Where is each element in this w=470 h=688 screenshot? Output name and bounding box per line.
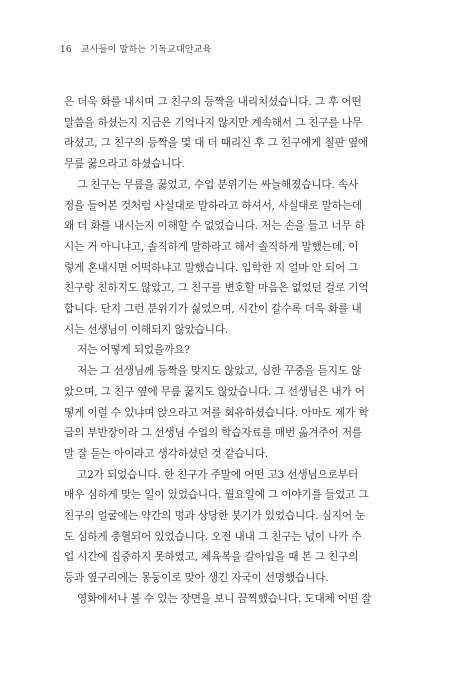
text-line: 고2가 되었습니다. 한 친구가 주말에 어떤 고3 선생님으로부터 xyxy=(77,468,358,481)
text-line: 렇게 혼내시면 어떡하냐고 말했습니다. 입학한 지 얼마 안 되어 그 xyxy=(64,261,359,274)
text-line: 왜 더 화를 내시는지 이해할 수 없었습니다. 저는 손을 들고 너무 하 xyxy=(64,220,365,233)
text-line: 합니다. 단지 그런 분위기가 싫었으며, 시간이 갈수록 더욱 화를 내 xyxy=(64,303,362,316)
body-text xyxy=(64,92,410,610)
text-line: 았으며, 그 친구 옆에 무릎 꿇지도 않았습니다. 그 선생님은 내가 어 xyxy=(64,385,365,398)
text-line: 시는 선생님이 이해되지 않았습니다. xyxy=(64,323,229,336)
text-line: 떻게 이럴 수 있냐며 앉으라고 저를 회유하셨습니다. 아마도 제가 학 xyxy=(64,406,369,419)
text-line: 무릎 꿇으라고 하셨습니다. xyxy=(64,158,185,171)
text-line: 은 더욱 화를 내시며 그 친구의 등짝을 내리치셨습니다. 그 후 어떤 xyxy=(64,96,362,108)
text-line: 매우 심하게 맞는 일이 있었습니다. 월요일에 그 이야기를 들었고 그 xyxy=(64,489,369,502)
text-line: 친구의 얼굴에는 약간의 멍과 상당한 붓기가 있었습니다. 심지어 눈 xyxy=(64,510,366,523)
text-line: 라셨고, 그 친구의 등짝을 몇 대 더 때리신 후 그 친구에게 칠판 옆에 xyxy=(64,137,368,150)
text-line: 저는 어떻게 되었을까요? xyxy=(77,344,190,357)
text-line: 급의 부반장이라 그 선생님 수업의 학습자료를 매번 옮겨주어 저를 xyxy=(64,427,362,440)
page-number: 16 xyxy=(60,45,72,55)
text-line: 정을 들어본 것처럼 사실대로 말하라고 하셔서, 사실대로 말하는데 xyxy=(64,199,362,212)
text-line: 말 잘 듣는 아이라고 생각하셨던 것 같습니다. xyxy=(64,447,269,460)
text-line: 친구랑 친하지도 않았고, 그 친구를 변호할 마음은 없었던 걸로 기억 xyxy=(64,282,369,295)
running-header xyxy=(60,42,212,55)
text-line: 말씀을 하셨는지 지금은 기억나지 않지만 계속해서 그 친구를 나무 xyxy=(64,116,362,129)
text-line: 영화에서나 볼 수 있는 장면을 보니 끔찍했습니다. 도대체 어떤 잘 xyxy=(77,592,372,605)
text-line: 업 시간에 집중하지 못하였고, 체육복을 갈아입을 때 본 그 친구의 xyxy=(64,551,359,564)
book-title: 교사들이 말하는 기독교대안교육 xyxy=(80,45,212,55)
text-line: 도 심하게 충혈되어 있었습니다. 오전 내내 그 친구는 넋이 나가 수 xyxy=(64,530,362,543)
text-line: 시는 거 아니냐고, 솔직하게 말하라고 해서 솔직하게 말했는데, 이 xyxy=(64,240,359,253)
text-line: 등과 옆구리에는 몽둥이로 맞아 생긴 자국이 선명했습니다. xyxy=(64,572,329,585)
text-line: 저는 그 선생님께 등짝을 맞지도 않았고, 심한 꾸중을 듣지도 않 xyxy=(77,365,362,378)
text-line: 그 친구는 무릎을 꿇었고, 수업 분위기는 싸늘해졌습니다. 속사 xyxy=(77,178,359,191)
